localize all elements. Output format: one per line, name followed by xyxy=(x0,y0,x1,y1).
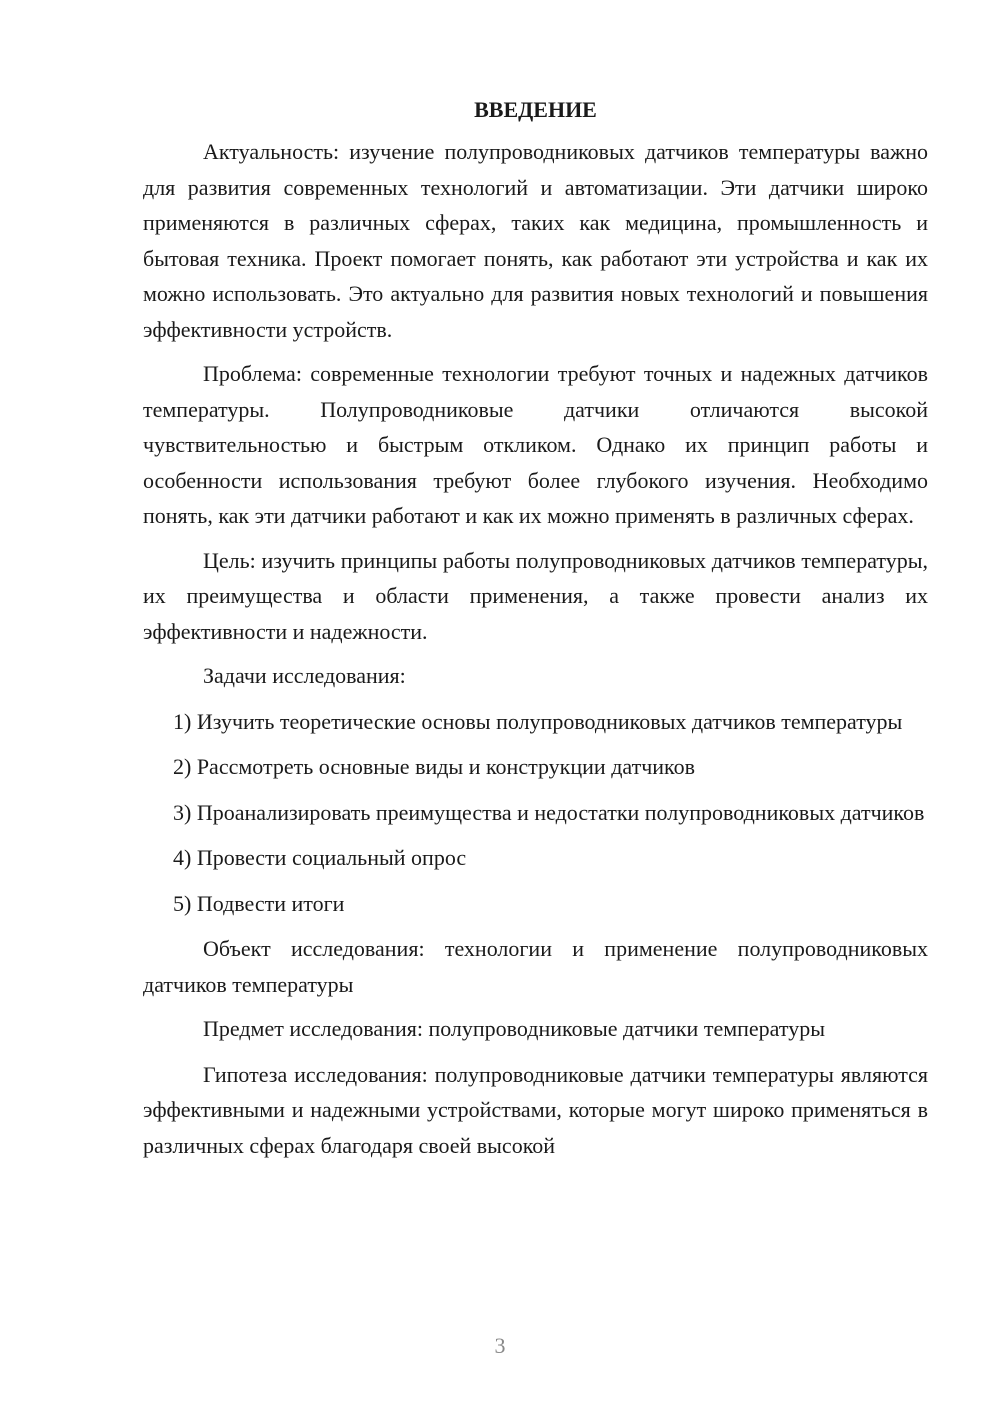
list-item: 3) Проанализировать преимущества и недостатки полупроводниковых датчиков xyxy=(173,799,925,825)
list-item: 2) Рассмотреть основные виды и конструкции датчиков xyxy=(173,754,695,779)
paragraph-object: Объект исследования: технологии и применение полупроводниковых датчиков температуры xyxy=(143,936,928,997)
tasks-list xyxy=(143,704,928,922)
page-title: ВВЕДЕНИЕ xyxy=(474,97,597,122)
paragraph-hypothesis: Гипотеза исследования: полупроводниковые датчики температуры являются эффективными и надежными устройствами, которые могут широко применяться в различных сферах благодаря своей высокой xyxy=(143,1061,928,1158)
paragraph-problem: Проблема: современные технологии требуют точных и надежных датчиков температуры. Полупроводниковые датчики отличаются высокой чувствительностью и быстрым откликом. Однако их принцип работы и особенности использования требуют более глубокого изучения. Необходимо понять, как эти датчики работают и как их можно применять в различных сферах. xyxy=(143,361,928,528)
list-item: 1) Изучить теоретические основы полупроводниковых датчиков температуры xyxy=(173,708,903,734)
paragraph-relevance: Актуальность: изучение полупроводниковых датчиков температуры важно для развития современных технологий и автоматизации. Эти датчики широко применяются в различных сферах, таких как медицина, промышленность и бытовая техника. Проект помогает понять, как работают эти устройства и как их можно использовать. Это актуально для развития новых технологий и повышения эффективности устройств. xyxy=(143,139,928,342)
document-page xyxy=(143,88,928,1172)
list-item: 4) Провести социальный опрос xyxy=(173,845,467,870)
paragraph-goal: Цель: изучить принципы работы полупроводниковых датчиков температуры, их преимущества и области применения, а также провести анализ их эффективности и надежности. xyxy=(143,547,928,644)
paragraph-subject: Предмет исследования: полупроводниковые датчики температуры xyxy=(203,1016,825,1041)
tasks-heading: Задачи исследования: xyxy=(203,663,406,688)
page-number: 3 xyxy=(494,1333,506,1358)
list-item: 5) Подвести итоги xyxy=(173,890,345,916)
